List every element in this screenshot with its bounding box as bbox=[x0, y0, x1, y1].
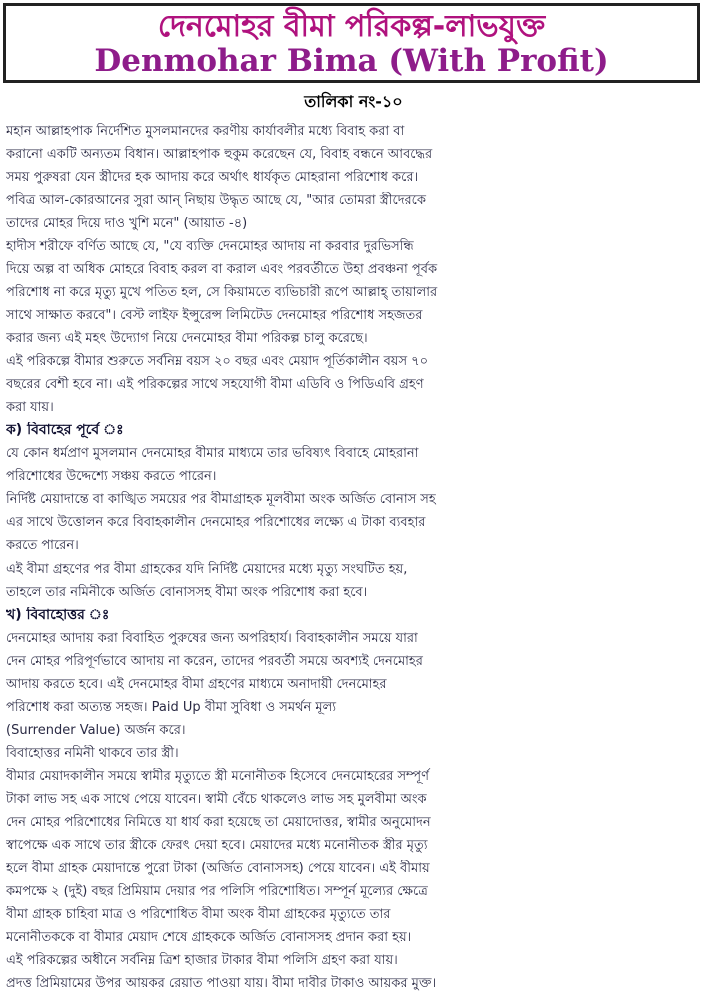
text-line: বীমার মেয়াদকালীন সময়ে স্বামীর মৃত্যুতে স্ত্রী মনোনীতক হিসেবে দেনমোহরের সম্পূর্ণ bbox=[6, 769, 429, 784]
text-line: হাদীস শরীফে বর্ণিত আছে যে, "যে ব্যক্তি দেনমোহর আদায় না করবার দুরভিসন্ধি bbox=[6, 239, 414, 254]
text-line: দেন মোহর পরিশোধের নিমিত্তে যা ধার্য করা হয়েছে তা মেয়াদোত্তর, স্বামীর অনুমোদন bbox=[6, 815, 431, 830]
text-line: সাথে সাক্ষাত করবে"। বেস্ট লাইফ ইন্সুরেন্স লিমিটেড দেনমোহর পরিশোধ সহজতর bbox=[6, 308, 423, 323]
text-line: এই বীমা গ্রহণের পর বীমা গ্রাহকের যদি নির্দিষ্ট মেয়াদের মধ্যে মৃত্যু সংঘটিত হয়, bbox=[6, 562, 408, 577]
text-line: তাহলে তার নমিনীকে অর্জিত বোনাসসহ বীমা অংক পরিশোধ করা হবে। bbox=[6, 585, 368, 600]
text-line: এর সাথে উত্তোলন করে বিবাহকালীন দেনমোহর পরিশোধের লক্ষ্যে এ টাকা ব্যবহার bbox=[6, 515, 426, 530]
text-line: মহান আল্লাহপাক নির্দেশিত মুসলমানদের করণীয় কার্যাবলীর মধ্যে বিবাহ করা বা bbox=[6, 124, 405, 139]
text-line: পবিত্র আল-কোরআনের সুরা আন্ নিছায় উদ্ধৃত আছে যে, "আর তোমরা স্ত্রীদেরকে bbox=[6, 193, 426, 208]
text-line: টাকা লাভ সহ এক সাথে পেয়ে যাবেন। স্বামী বেঁচে থাকলেও লাভ সহ মুলবীমা অংক bbox=[6, 792, 427, 807]
text-line: স্বাপেক্ষে এক সাথে তার স্ত্রীকে ফেরৎ দেয়া হবে। মেয়াদের মধ্যে মনোনীতক স্ত্রীর মৃত্যু bbox=[6, 838, 428, 853]
text-line: নির্দিষ্ট মেয়াদান্তে বা কাঙ্খিত সময়ের পর বীমাগ্রাহক মূলবীমা অংক অর্জিত বোনাস সহ bbox=[6, 492, 436, 507]
text-line: পরিশোধ করা অত্যন্ত সহজ। Paid Up বীমা সুবিধা ও সমর্থন মূল্য bbox=[6, 700, 337, 715]
text-line: আদায় করতে হবে। এই দেনমোহর বীমা গ্রহণের মাধ্যমে অনাদায়ী দেনমোহর bbox=[6, 677, 387, 692]
text-line: প্রদত্ত প্রিমিয়ামের উপর আয়কর রেয়াত পাওয়া যায়। বীমা দাবীর টাকাও আয়কর মুক্ত। bbox=[6, 976, 437, 991]
text-line: দেন মোহর পরিপূর্ণভাবে আদায় না করেন, তাদের পরবর্তী সময়ে অবশ্যই দেনমোহর bbox=[6, 654, 423, 669]
section-heading: খ) বিবাহোত্তর ঃ bbox=[6, 607, 110, 623]
text-line: বছরের বেশী হবে না। এই পরিকল্পের সাথে সহযোগী বীমা এডিবি ও পিডিএবি গ্রহণ bbox=[6, 377, 424, 392]
text-line: মনোনীতককে বা বীমার মেয়াদ শেষে গ্রাহককে অর্জিত বোনাসসহ প্রদান করা হয়। bbox=[6, 930, 412, 945]
section-heading: ক) বিবাহের পূর্বে ঃ bbox=[6, 422, 124, 438]
text-line: দেনমোহর আদায় করা বিবাহিত পুরুষের জন্য অপরিহার্য। বিবাহকালীন সময়ে যারা bbox=[6, 631, 418, 646]
text-line: করার জন্য এই মহৎ উদ্যোগ নিয়ে দেনমোহর বীমা পরিকল্প চালু করেছে। bbox=[6, 331, 368, 346]
text-line: (Surrender Value) অর্জন করে। bbox=[6, 723, 186, 738]
text-line: করতে পারেন। bbox=[6, 538, 79, 553]
text-line: পরিশোধ না করে মৃত্যু মুখে পতিত হল, সে কিয়ামতে ব্যভিচারী রূপে আল্লাহ্ তায়ালার bbox=[6, 285, 438, 300]
text-line: বিবাহোত্তর নমিনী থাকবে তার স্ত্রী। bbox=[6, 746, 179, 761]
page-title-english: Denmohar Bima (With Profit) bbox=[94, 43, 609, 79]
text-line: এই পরিকল্পের অধীনে সর্বনিম্ন ত্রিশ হাজার টাকার বীমা পলিসি গ্রহণ করা যায়। bbox=[6, 953, 398, 968]
text-line: এই পরিকল্পে বীমার শুরুতে সর্বনিম্ন বয়স ২০ বছর এবং মেয়াদ পূর্তিকালীন বয়স ৭০ bbox=[6, 354, 429, 369]
text-line: যে কোন ধর্মপ্রাণ মুসলমান দেনমোহর বীমার মাধ্যমে তার ভবিষ্যৎ বিবাহে মোহরানা bbox=[6, 446, 419, 461]
text-line: পরিশোধের উদ্দেশ্যে সঞ্চয় করতে পারেন। bbox=[6, 469, 217, 484]
text-line: করা যায়। bbox=[6, 400, 54, 415]
table-number: তালিকা নং-১০ bbox=[304, 92, 403, 111]
page-title-bangla: দেনমোহর বীমা পরিকল্প-লাভযুক্ত bbox=[157, 9, 546, 44]
text-line: সময় পুরুষরা যেন স্ত্রীদের হক আদায় করে অর্থাৎ ধার্যকৃত মোহরানা পরিশোধ করে। bbox=[6, 170, 419, 185]
text-line: হলে বীমা গ্রাহক মেয়াদান্তে পুরো টাকা (অর্জিত বোনাসসহ) পেয়ে যাবেন। এই বীমায় bbox=[6, 861, 430, 876]
text-line: কমপক্ষে ২ (দুই) বছর প্রিমিয়াম দেয়ার পর পলিসি পরিশোধিত। সম্পূর্ন মূল্যের ক্ষেত্রে bbox=[6, 884, 428, 899]
title-box bbox=[3, 3, 700, 83]
text-line: দিয়ে অল্প বা অধিক মোহরে বিবাহ করল বা করাল এবং পরবর্তীতে উহা প্রবঞ্চনা পূর্বক bbox=[6, 262, 438, 277]
text-line: করানো একটি অন্যতম বিধান। আল্লাহপাক হুকুম করেছেন যে, বিবাহ বন্ধনে আবদ্ধের bbox=[6, 147, 433, 162]
text-line: তাদের মোহর দিয়ে দাও খুশি মনে" (আয়াত -৪) bbox=[6, 216, 248, 231]
text-line: বীমা গ্রাহক চাহিবা মাত্র ও পরিশোধিত বীমা অংক বীমা গ্রাহকের মৃত্যুতে তার bbox=[6, 907, 391, 922]
